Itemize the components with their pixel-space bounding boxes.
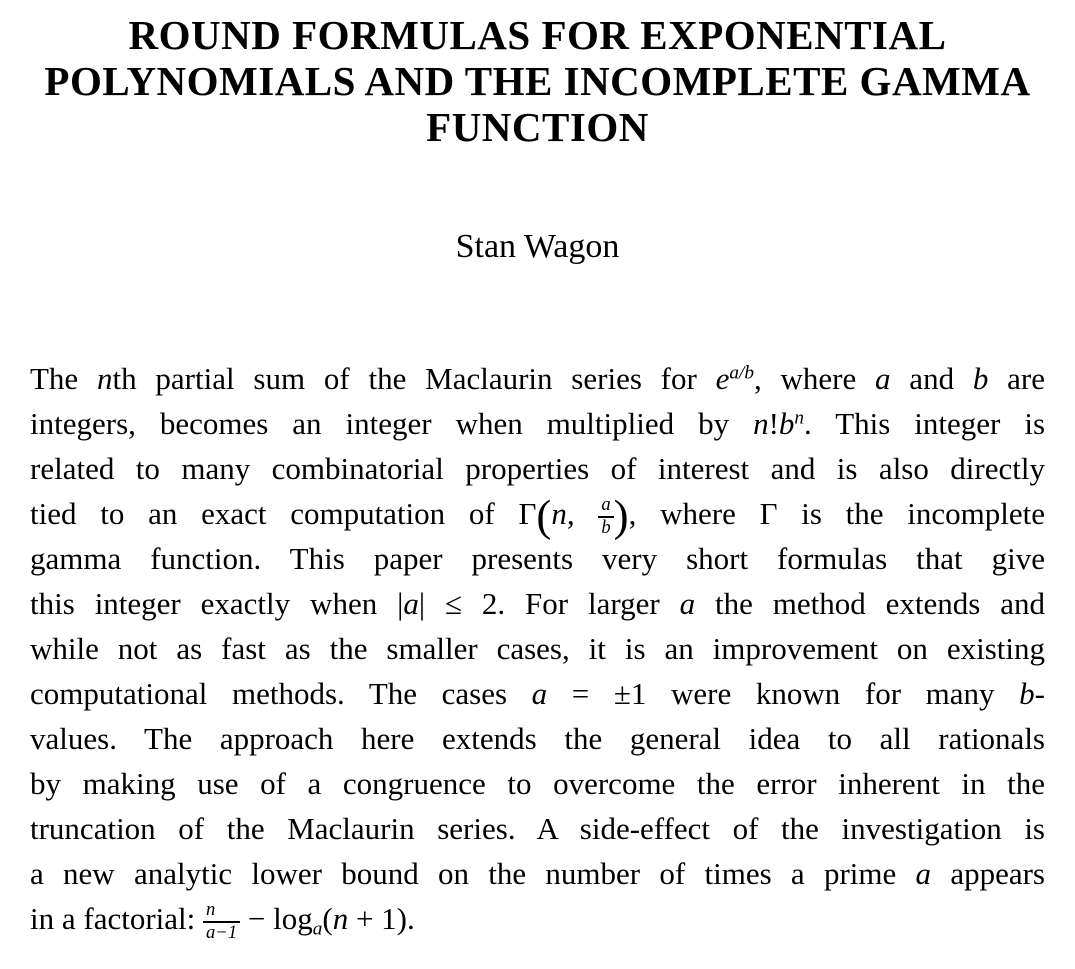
math-variable: b bbox=[1019, 676, 1035, 711]
math-fraction bbox=[598, 495, 613, 539]
fraction-numerator: n bbox=[206, 899, 216, 921]
math-variable: n bbox=[753, 406, 769, 441]
abstract-line bbox=[30, 536, 1045, 581]
text-run: , bbox=[566, 496, 599, 531]
text-run: while not as fast as the smaller cases, it is an improvement on existing bbox=[30, 631, 1045, 666]
math-variable: b bbox=[778, 406, 795, 441]
text-run: , where bbox=[753, 361, 876, 396]
fraction-numerator: a bbox=[601, 494, 611, 516]
text-run: gamma function. This paper presents very short formulas that give bbox=[30, 541, 1045, 576]
text-run: - bbox=[1034, 676, 1045, 711]
text-run: The bbox=[30, 361, 97, 396]
text-run: − log bbox=[240, 901, 313, 936]
math-variable: a bbox=[679, 586, 696, 621]
math-variable: n bbox=[551, 496, 567, 531]
text-run: integers, becomes an integer when multiplied by bbox=[30, 406, 754, 441]
math-variable: a bbox=[531, 676, 548, 711]
text-run: related to many combinatorial properties of interest and is also directly bbox=[30, 451, 1045, 486]
abstract-line bbox=[30, 806, 1045, 851]
abstract-line bbox=[30, 851, 1045, 896]
text-run: appears bbox=[931, 856, 1045, 891]
abstract-line bbox=[30, 401, 1045, 446]
text-run: + 1). bbox=[348, 901, 415, 936]
math-variable: b bbox=[972, 361, 989, 396]
text-run: by making use of a congruence to overcome the error inherent in the bbox=[30, 766, 1045, 801]
fraction-denominator: a−1 bbox=[203, 921, 240, 944]
text-run: , where Γ is the incomplete bbox=[628, 496, 1046, 531]
abstract-line bbox=[30, 671, 1045, 716]
abstract-line bbox=[30, 490, 1046, 541]
author-name: Stan Wagon bbox=[455, 228, 620, 265]
big-parenthesis: ( bbox=[536, 490, 552, 541]
text-run: th partial sum of the Maclaurin series for bbox=[112, 361, 716, 396]
abstract-line bbox=[30, 581, 1045, 626]
text-run: ( bbox=[322, 901, 333, 936]
abstract-paragraph bbox=[30, 356, 1045, 941]
text-run: are bbox=[988, 361, 1046, 396]
abstract-line bbox=[30, 626, 1045, 671]
abstract-line bbox=[30, 761, 1045, 806]
abstract-line bbox=[30, 446, 1045, 491]
text-run: = ±1 were known for many bbox=[547, 676, 1020, 711]
text-run: ! bbox=[768, 406, 779, 441]
math-variable: a bbox=[875, 361, 891, 396]
math-variable: n bbox=[97, 361, 113, 396]
text-run: in a factorial: bbox=[30, 901, 203, 936]
paper-title-line: POLYNOMIALS AND THE INCOMPLETE GAMMA bbox=[44, 58, 1031, 104]
text-run: and bbox=[890, 361, 973, 396]
abstract-line bbox=[30, 356, 1045, 401]
text-run: . This integer is bbox=[804, 406, 1046, 441]
math-subscript: a bbox=[312, 918, 323, 940]
math-superscript: a/b bbox=[729, 362, 754, 384]
abstract-line bbox=[30, 896, 1045, 941]
text-run: a new analytic lower bound on the number of times a prime bbox=[30, 856, 916, 891]
text-run: the method extends and bbox=[695, 586, 1046, 621]
fraction-denominator: b bbox=[598, 516, 613, 539]
math-variable: a bbox=[403, 586, 419, 621]
math-variable: e bbox=[715, 361, 730, 396]
math-variable: a bbox=[915, 856, 932, 891]
text-run: computational methods. The cases bbox=[30, 676, 532, 711]
text-run: | ≤ 2. For larger bbox=[418, 586, 680, 621]
abstract-line bbox=[30, 716, 1045, 761]
big-parenthesis: ) bbox=[613, 490, 629, 541]
paper-title-line: ROUND FORMULAS FOR EXPONENTIAL bbox=[128, 12, 947, 58]
math-fraction bbox=[203, 900, 240, 944]
text-run: tied to an exact computation of Γ bbox=[30, 496, 537, 531]
math-variable: n bbox=[332, 901, 349, 936]
text-run: truncation of the Maclaurin series. A side-effect of the investigation is bbox=[30, 811, 1045, 846]
text-run: values. The approach here extends the general idea to all rationals bbox=[30, 721, 1045, 756]
paper-title-line: FUNCTION bbox=[426, 104, 649, 150]
math-superscript: n bbox=[794, 407, 805, 429]
text-run: this integer exactly when | bbox=[30, 586, 404, 621]
paper-title bbox=[0, 0, 1075, 150]
